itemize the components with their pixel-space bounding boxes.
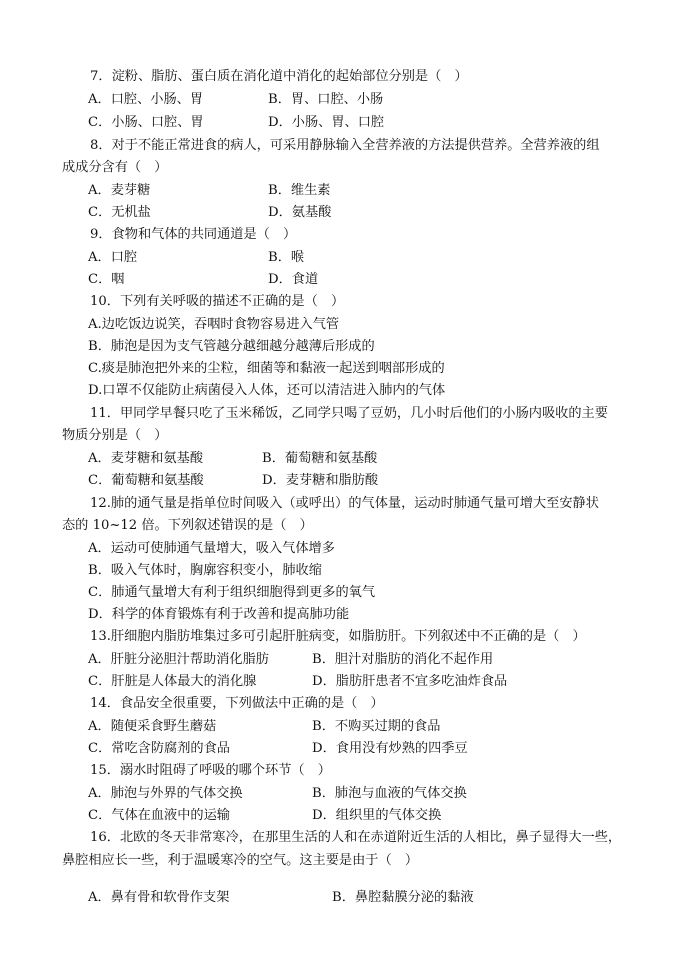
question-13-option-b: B．胆汁对脂肪的消化不起作用 [312, 652, 494, 667]
question-8-option-a: A．麦芽糖 [88, 183, 151, 198]
question-14-option-d: D．食用没有炒熟的四季豆 [312, 741, 468, 756]
question-7-option-d: D．小肠、胃、口腔 [268, 115, 385, 130]
question-12-stem-line-2: 态的 10~12 倍。下列叙述错误的是（ ） [62, 518, 313, 533]
question-12-option-b: B．吸入气体时，胸廓容积变小，肺收缩 [88, 563, 322, 578]
question-8-stem-line-2: 成成分含有（ ） [62, 160, 168, 175]
question-7-option-c: C．小肠、口腔、胃 [88, 115, 204, 130]
question-13-option-a: A．肝脏分泌胆汁帮助消化脂肪 [88, 652, 269, 667]
question-8-option-b: B．维生素 [268, 183, 331, 198]
question-10-option-b: B．肺泡是因为支气管越分越细越分越薄后形成的 [88, 339, 375, 354]
question-7-option-b: B．胃、口腔、小肠 [268, 92, 384, 107]
question-11-stem-line-2: 物质分别是（ ） [62, 428, 168, 443]
question-16-option-b: B．鼻腔黏膜分泌的黏液 [332, 890, 474, 905]
question-14-option-b: B．不购买过期的食品 [312, 719, 441, 734]
question-12-option-a: A．运动可使肺通气量增大，吸入气体增多 [88, 541, 335, 556]
question-11-option-d: D．麦芽糖和脂肪酸 [262, 473, 379, 488]
question-15-stem: 15．溺水时阻碍了呼吸的哪个环节（ ） [90, 763, 331, 778]
question-9-option-b: B．喉 [268, 250, 305, 265]
question-11-stem-line-1: 11．甲同学早餐只吃了玉米稀饭，乙同学只喝了豆奶，几小时后他们的小肠内吸收的主要 [90, 406, 608, 421]
question-15-option-d: D．组织里的气体交换 [312, 808, 442, 823]
question-8-stem-line-1: 8．对于不能正常进食的病人，可采用静脉输入全营养液的方法提供营养。全营养液的组 [90, 138, 600, 153]
question-9-option-c: C．咽 [88, 272, 125, 287]
question-14-option-a: A．随便采食野生蘑菇 [88, 719, 217, 734]
question-10-option-c: C.痰是肺泡把外来的尘粒，细菌等和黏液一起送到咽部形成的 [88, 361, 445, 376]
question-11-option-b: B．葡萄糖和氨基酸 [262, 451, 378, 466]
question-16-stem-line-2: 鼻腔相应长一些，利于温暖寒冷的空气。这主要是由于（ ） [62, 853, 419, 868]
question-9-stem: 9．食物和气体的共同通道是（ ） [90, 227, 297, 242]
question-12-option-d: D．科学的体育锻炼有利于改善和提高肺功能 [88, 607, 350, 622]
question-11-option-a: A．麦芽糖和氨基酸 [88, 451, 204, 466]
question-10-option-d: D.口罩不仅能防止病菌侵入人体，还可以清洁进入肺内的气体 [88, 383, 446, 398]
question-12-stem-line-1: 12.肺的通气量是指单位时间吸入（或呼出）的气体量，运动时肺通气量可增大至安静状 [90, 496, 599, 511]
question-15-option-c: C．气体在血液中的运输 [88, 808, 230, 823]
question-13-stem: 13.肝细胞内脂肪堆集过多可引起肝脏病变，如脂肪肝。下列叙述中不正确的是（ ） [90, 629, 586, 644]
question-13-option-c: C．肝脏是人体最大的消化腺 [88, 674, 257, 689]
question-7-stem: 7．淀粉、脂肪、蛋白质在消化道中消化的起始部位分别是（ ） [90, 69, 468, 84]
question-9-option-d: D．食道 [268, 272, 319, 287]
question-16-stem-line-1: 16．北欧的冬天非常寒冷，在那里生活的人和在赤道附近生活的人相比，鼻子显得大一些， [90, 830, 622, 845]
question-12-option-c: C．肺通气量增大有利于组织细胞得到更多的氧气 [88, 585, 376, 600]
question-11-option-c: C．葡萄糖和氨基酸 [88, 473, 204, 488]
question-13-option-d: D．脂肪肝患者不宜多吃油炸食品 [312, 674, 508, 689]
question-8-option-d: D．氨基酸 [268, 205, 332, 220]
question-9-option-a: A．口腔 [88, 250, 138, 265]
question-15-option-a: A．肺泡与外界的气体交换 [88, 786, 243, 801]
question-8-option-c: C．无机盐 [88, 205, 151, 220]
question-14-option-c: C．常吃含防腐剂的食品 [88, 741, 230, 756]
question-10-option-a: A.边吃饭边说笑，吞咽时食物容易进入气管 [88, 317, 340, 332]
question-14-stem: 14．食品安全很重要，下列做法中正确的是（ ） [90, 696, 384, 711]
question-10-stem: 10．下列有关呼吸的描述不正确的是（ ） [90, 294, 345, 309]
question-7-option-a: A．口腔、小肠、胃 [88, 92, 204, 107]
question-16-option-a: A．鼻有骨和软骨作支架 [88, 890, 230, 905]
question-15-option-b: B．肺泡与血液的气体交换 [312, 786, 467, 801]
